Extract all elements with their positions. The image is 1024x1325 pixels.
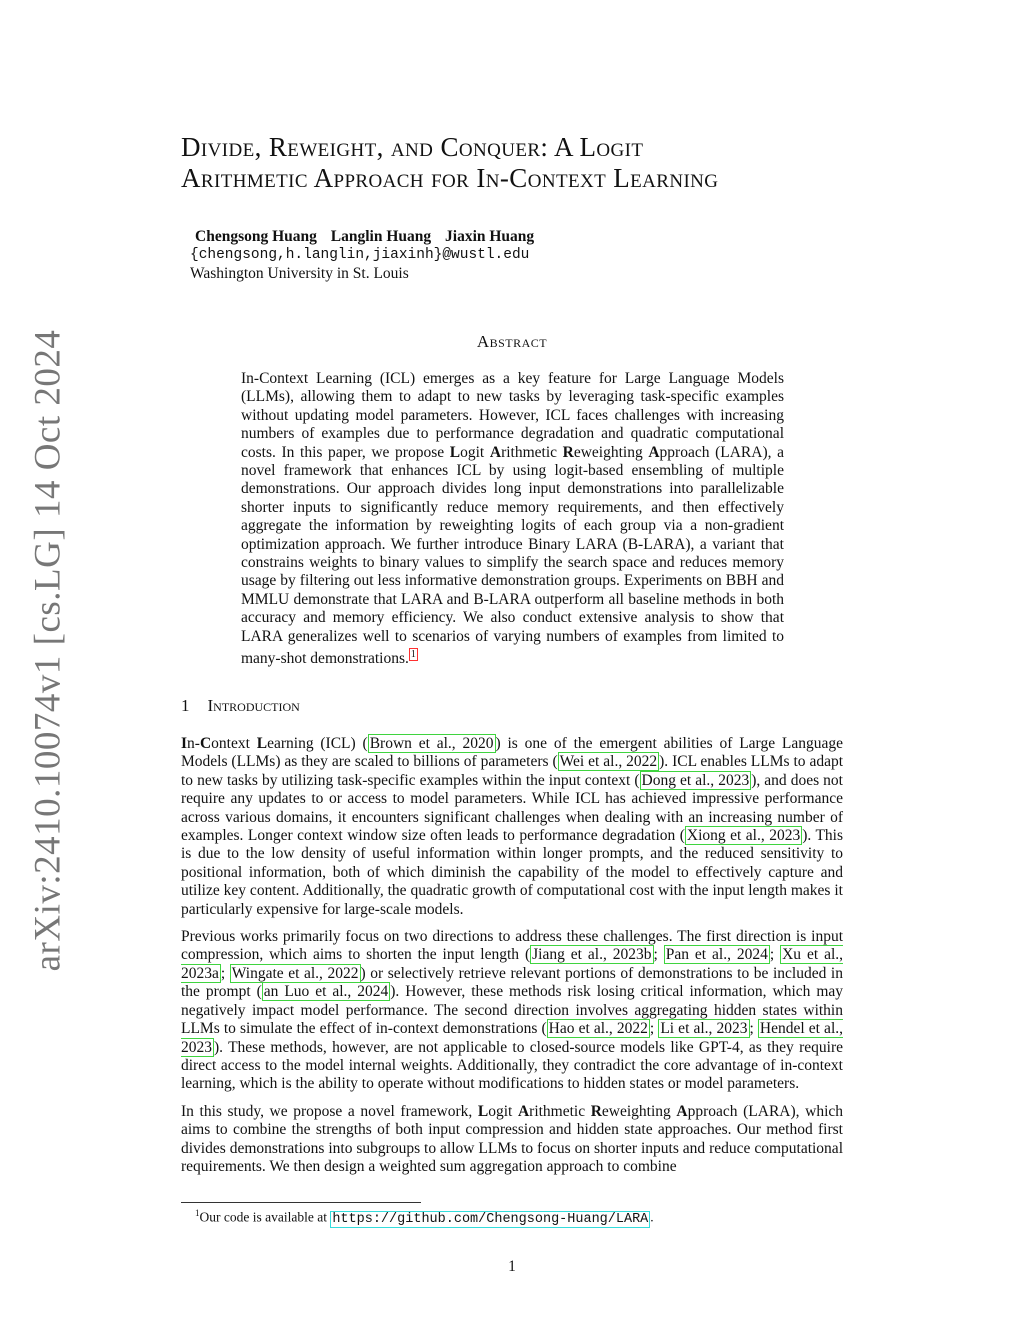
citation-link[interactable]: Jiang et al., 2023b	[532, 946, 652, 964]
paragraph: In this study, we propose a novel framework, Logit Arithmetic Reweighting Approach (LARA), which aims to combine the strengths of both input compression and hidden state approaches. Our method first divides demonstrations into subgroups to allow LLMs to focus on shorter inputs and reduce computational requirements. We then design a weighted sum aggregation approach to combine	[181, 1102, 843, 1175]
affiliation: Washington University in St. Louis	[190, 265, 409, 282]
author-list	[195, 228, 544, 246]
section-title: Introduction	[207, 696, 300, 715]
citation-link[interactable]: an Luo et al., 2024	[263, 983, 389, 1001]
citation-link[interactable]: Wei et al., 2022	[559, 753, 658, 771]
arxiv-stamp-text: arXiv:2410.10074v1 [cs.LG] 14 Oct 2024	[27, 329, 69, 971]
citation-link[interactable]: Xiong et al., 2023	[686, 827, 801, 845]
paragraph: In-Context Learning (ICL) ( Brown et al., 2020 ) is one of the emergent abilities of Large Language Models (LLMs) as they are scaled to billions of parameters ( Wei et al., 2022 ). ICL enables LLMs to adapt to new tasks by utilizing task-specific examples within the input context ( Dong et al., 2023 ), and does not require any updates to or access to model parameters. While ICL has achieved impressive performance across various domains, it encounters significant challenges when dealing with an increasing number of examples. Longer context window size often leads to performance degradation ( Xiong et al., 2023 ). This is due to the low density of useful information within longer prompts, and the reduced sensitivity to positional information, both of which diminish the capability of the model to effectively capture and utilize key content. Additionally, the quadratic growth of computational cost with the input length makes it particularly expensive for large-scale models.	[181, 735, 844, 918]
footnote: $^1$Our code is available at https://github.com/Chengsong-Huang/LARA .	[195, 1208, 654, 1227]
citation-link[interactable]: Xu et al., 2023a	[181, 946, 844, 982]
section-heading-introduction	[181, 696, 300, 716]
citation-link[interactable]: Li et al., 2023	[660, 1020, 748, 1038]
footnote-ref-link[interactable]: 1	[410, 649, 416, 661]
citation-link[interactable]: Dong et al., 2023	[641, 771, 750, 789]
author-name: Jiaxin Huang	[445, 228, 535, 245]
section-number: 1	[181, 696, 190, 715]
paragraph: Previous works primarily focus on two directions to address these challenges. The first direction is input compression, which aims to shorten the input length ( Jiang et al., 2023b ; Pan et al., 2024 ; Xu et al., 2023a ; Wingate et al., 2022 ) or selectively retrieve relevant portions of demonstrations to be included in the prompt ( an Luo et al., 2024 ). However, these methods risk losing critical information, which may negatively impact model performance. The second direction involves aggregating hidden states within LLMs to simulate the effect of in-context demonstrations ( Hao et al., 2022 ; Li et al., 2023 ; Hendel et al., 2023 ). These methods, however, are not applicable to closed-source models like GPT-4, as they require direct access to the model internal weights. Additionally, they contradict the core advantage of in-context learning, which is the ability to operate without modifications to hidden states or model parameters.	[181, 928, 844, 1093]
page-number: 1	[508, 1258, 516, 1275]
citation-link[interactable]: Wingate et al., 2022	[231, 964, 359, 982]
paper-title	[181, 132, 881, 194]
citation-link[interactable]: Hao et al., 2022	[548, 1020, 648, 1038]
arxiv-stamp	[22, 329, 74, 971]
author-name: Langlin Huang	[330, 228, 432, 245]
abstract-text: In-Context Learning (ICL) emerges as a key feature for Large Language Models (LLMs), allowing them to adapt to new tasks by leveraging task-specific examples without updating model parameters. However, ICL faces challenges with increasing numbers of examples due to performance degradation and quadratic computational costs. In this paper, we propose Logit Arithmetic Reweighting Approach (LARA), a novel framework that enhances ICL by using logit-based ensembling of multiple demonstrations. Our approach divides long input demonstrations into parallelizable shorter inputs to significantly reduce memory requirements, and then effectively aggregate the information by reweighting logits of each group via a non-gradient optimization approach. We further introduce Binary LARA (B-LARA), a variant that constrains weights to binary values to simplify the search space and reduces memory usage by filtering out less informative demonstration groups. Experiments on BBH and MMLU demonstrate that LARA and B-LARA outperform all baseline methods in both accuracy and memory efficiency. We also conduct extensive analysis to show that LARA generalizes well to scenarios of varying numbers of examples from limited to many-shot demonstrations. $^1$	[241, 370, 784, 668]
author-name: Chengsong Huang	[195, 228, 317, 245]
author-emails: {chengsong,h.langlin,jiaxinh}@wustl.edu	[190, 247, 530, 263]
title-line-2: Arithmetic Approach for In-Context Learning	[181, 163, 719, 193]
citation-link[interactable]: Hendel et al., 2023	[181, 1020, 843, 1056]
title-line-1: Divide, Reweight, and Conquer: A Logit	[181, 132, 644, 162]
citation-link[interactable]: Pan et al., 2024	[665, 946, 768, 964]
footnote-divider	[181, 1202, 421, 1203]
introduction-body	[181, 735, 843, 1185]
citation-link[interactable]: Brown et al., 2020	[369, 735, 494, 752]
code-url-link[interactable]: https://github.com/Chengsong-Huang/LARA	[332, 1211, 649, 1227]
abstract-heading: Abstract	[476, 332, 548, 351]
